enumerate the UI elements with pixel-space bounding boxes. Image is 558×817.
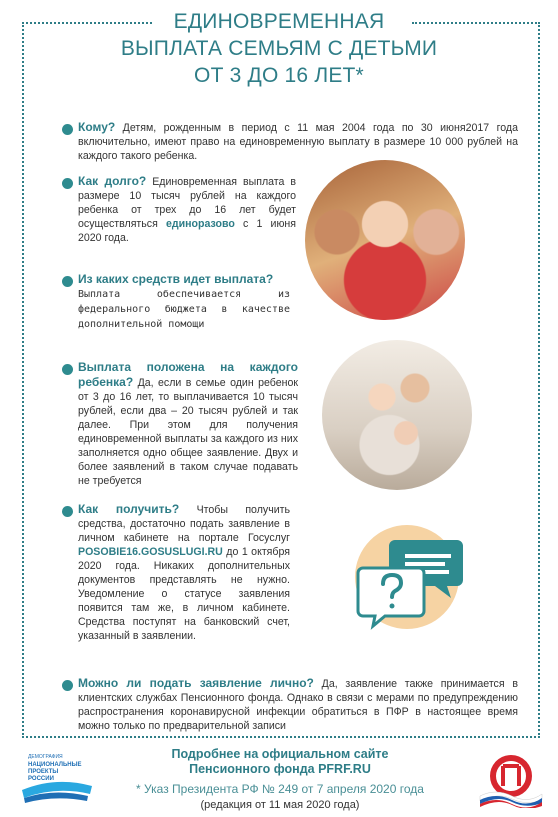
more-info [110,747,450,777]
pfr-logo [478,752,544,808]
decree-line-2: (редакция от 11 мая 2020 года) [200,799,360,811]
question-who: Кому? [78,120,116,134]
more-info-line-2: Пенсионного фонда PFRF.RU [189,762,371,776]
text-who: Детям, рожденным в период с 11 мая 2004 года по 30 июня2017 года включительно, имеют право на единовременную выплату в размере 10 000 рублей на каждого такого ребенка. [78,122,518,162]
decree-note [110,781,450,813]
text-how-long: Единовременная выплата в размере 10 тысяч рублей на каждого ребенка от трех до 16 лет будет осуществляться [78,176,296,230]
page-title [100,8,458,89]
bullet-icon [62,276,73,287]
text-how-get-end: до 1 октября 2020 года. Никаких дополнительных документов представлять не нужно. Уведомление о статусе заявления появится там же, в личном кабинете. Средства поступят на банковский счет, указанный в заявлении. [78,546,290,642]
np-logo-text-2: НАЦИОНАЛЬНЫЕ [28,762,82,768]
highlight-once: единоразово [166,218,235,230]
question-funds: Из каких средств идет выплата? [78,272,274,286]
decree-line-1: * Указ Президента РФ № 249 от 7 апреля 2020 года [136,782,424,796]
photo-child-thumbs-up [305,160,465,320]
bullet-icon [62,680,73,691]
more-info-line-1: Подробнее на официальном сайте [171,747,389,761]
text-how-get: Чтобы получить средства, достаточно подать заявление в личном кабинете на портале Госуслуг [78,504,290,544]
title-line-3: ОТ 3 ДО 16 ЛЕТ* [194,64,364,87]
title-line-1: ЕДИНОВРЕМЕННАЯ [173,10,385,33]
chat-question-icon [345,522,470,632]
bullet-icon [62,506,73,517]
text-in-person: Да, заявление также принимается в клиентских службах Пенсионного фонда. Однако в связи с мерами по предупреждению распространения коронавирусной инфекции обратиться в ПФР в настоящее время можно только по предварительной записи [78,678,518,732]
section-each-child [78,360,298,488]
bullet-icon [62,364,73,375]
question-in-person: Можно ли подать заявление лично? [78,676,314,690]
text-how-long-end: с 1 июня 2020 года. [78,218,296,244]
section-how-get [78,502,290,643]
np-logo-text-4: РОССИИ [28,776,54,782]
section-in-person [78,676,518,733]
title-line-2: ВЫПЛАТА СЕМЬЯМ С ДЕТЬМИ [120,37,438,60]
section-who [78,120,518,163]
photo-family [322,340,472,490]
bullet-icon [62,124,73,135]
np-logo-text-1: ДЕМОГРАФИЯ [28,754,63,760]
question-how-long: Как долго? [78,174,147,188]
portal-link[interactable]: POSOBIE16.GOSUSLUGI.RU [78,546,223,558]
question-how-get: Как получить? [78,502,180,516]
section-how-long [78,174,296,245]
np-logo-text-3: ПРОЕКТЫ [28,769,59,775]
section-funds [78,272,290,332]
text-each-child: Да, если в семье один ребенок от 3 до 16 лет, то выплачивается 10 тысяч рублей, если два – 20 тысяч рублей и так далее. При этом для получения единовременной выплаты за каждого из них заполняется одно общее заявление. Двух и более заявлений в таком случае подавать не требуется [78,377,298,487]
text-funds: Выплата обеспечивается из федерального бюджета в качестве дополнительной помощи [78,289,290,330]
national-projects-logo [18,748,94,806]
bullet-icon [62,178,73,189]
question-each-child: Выплата положена на каждого ребенка? [78,360,298,389]
